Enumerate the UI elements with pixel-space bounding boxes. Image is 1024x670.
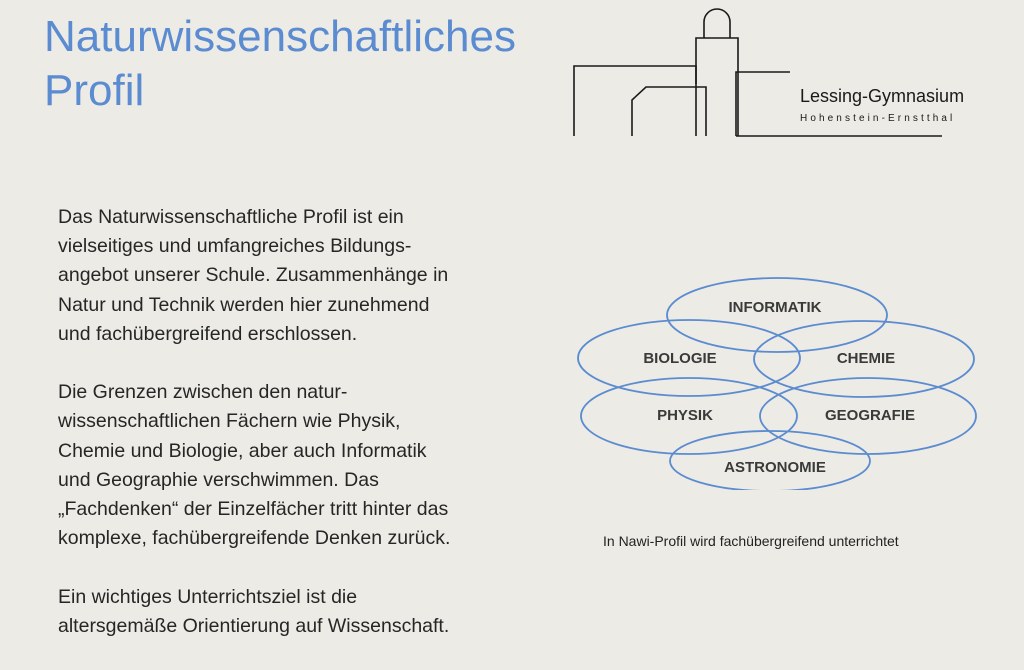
title-line-2: Profil xyxy=(44,66,145,115)
text-line: Das Naturwissenschaftliche Profil ist ein xyxy=(58,206,404,228)
title-line-1: Naturwissenschaftliches xyxy=(44,12,516,61)
page-title xyxy=(44,10,516,118)
text-line: „Fachdenken“ der Einzelfächer tritt hinter das xyxy=(58,498,449,521)
logo-city-name: Hohenstein-Ernstthal xyxy=(800,113,956,124)
text-line: angebot unserer Schule. Zusammenhänge in xyxy=(58,264,449,287)
paragraph-3 xyxy=(58,583,558,641)
label-physik: PHYSIK xyxy=(657,407,713,424)
label-geografie: GEOGRAFIE xyxy=(824,407,916,424)
text-line: wissenschaftlichen Fächern wie Physik, xyxy=(58,410,401,433)
text-line: Natur und Technik werden hier zunehmend xyxy=(58,293,430,316)
label-biologie: BIOLOGIE xyxy=(643,350,717,367)
label-astronomie: ASTRONOMIE xyxy=(724,459,826,476)
profile-description xyxy=(58,203,558,670)
label-informatik: INFORMATIK xyxy=(728,299,822,316)
text-line: und Geographie verschwimmen. Das xyxy=(58,468,379,491)
paragraph-2 xyxy=(58,378,558,553)
text-line: vielseitiges und umfangreiches Bildungs- xyxy=(58,235,412,258)
text-line: Chemie und Biologie, aber auch Informatik xyxy=(58,439,427,462)
school-logo xyxy=(570,8,1010,148)
text-line: und fachübergreifend erschlossen. xyxy=(58,322,358,345)
subjects-venn-diagram xyxy=(570,275,990,490)
paragraph-1 xyxy=(58,203,558,349)
text-line: Die Grenzen zwischen den natur- xyxy=(58,381,348,404)
logo-school-name: Lessing-Gymnasium xyxy=(800,86,965,106)
label-chemie: CHEMIE xyxy=(836,350,896,367)
text-line: komplexe, fachübergreifende Denken zurück. xyxy=(58,527,451,550)
text-line: altersgemäße Orientierung auf Wissenschaft. xyxy=(58,614,450,637)
text-line: Ein wichtiges Unterrichtsziel ist die xyxy=(58,585,358,608)
diagram-caption: In Nawi-Profil wird fachübergreifend unterrichtet xyxy=(603,533,899,549)
school-building-icon xyxy=(570,8,1010,148)
